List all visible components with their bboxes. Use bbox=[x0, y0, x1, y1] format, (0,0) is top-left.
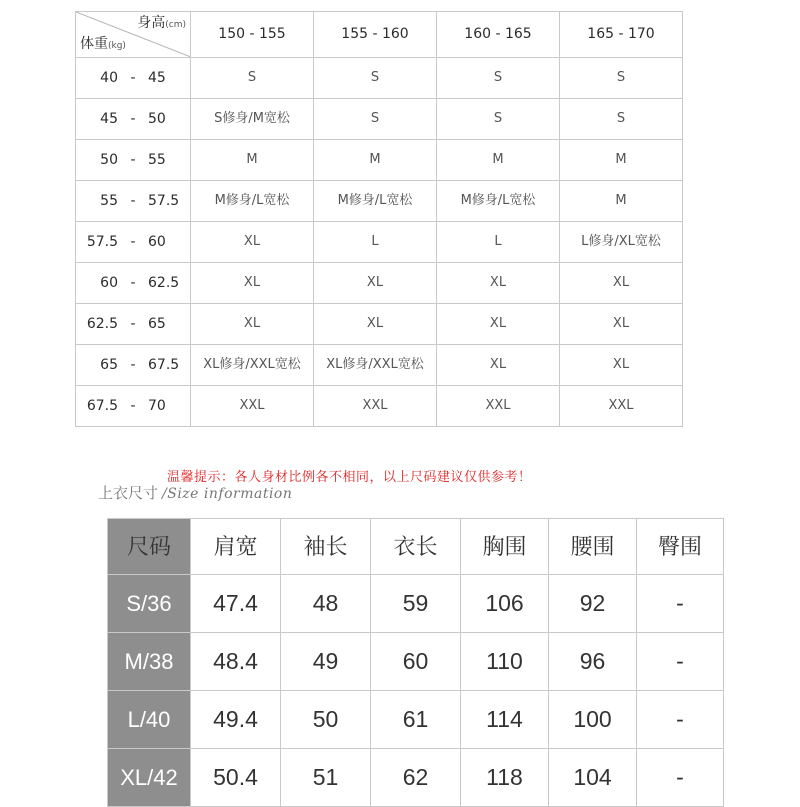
recommended-size: M修身/L宽松 bbox=[191, 181, 314, 222]
recommended-size: L修身/XL宽松 bbox=[560, 222, 683, 263]
weight-range bbox=[76, 140, 191, 181]
recommended-size: M bbox=[314, 140, 437, 181]
measurement-header-hip: 臀围 bbox=[637, 519, 724, 575]
recommended-size: M bbox=[437, 140, 560, 181]
recommended-size: XL bbox=[437, 345, 560, 386]
section-title-zh: 上衣尺寸 bbox=[98, 484, 159, 502]
recommended-size: XXL bbox=[314, 386, 437, 427]
section-title-en: /Size information bbox=[162, 486, 293, 502]
recommended-size: M bbox=[560, 140, 683, 181]
measurement-row bbox=[108, 691, 724, 749]
recommended-size: XXL bbox=[191, 386, 314, 427]
weight-range-part: 70 bbox=[148, 398, 166, 414]
weight-range-part: 62.5 bbox=[86, 316, 118, 332]
recommended-size: XL bbox=[560, 304, 683, 345]
weight-range-part: - bbox=[130, 275, 136, 291]
recommended-size: M修身/L宽松 bbox=[437, 181, 560, 222]
weight-range bbox=[76, 345, 191, 386]
weight-range bbox=[76, 386, 191, 427]
measurement-header-size: 尺码 bbox=[108, 519, 191, 575]
measurement-row bbox=[108, 633, 724, 691]
size-guide-row bbox=[76, 263, 683, 304]
weight-range-part: - bbox=[130, 152, 136, 168]
weight-range-part: 55 bbox=[148, 152, 166, 168]
weight-range-part: 65 bbox=[100, 357, 118, 373]
recommended-size: S bbox=[560, 58, 683, 99]
weight-range-part: - bbox=[130, 357, 136, 373]
measurement-value: - bbox=[637, 749, 724, 807]
recommended-size: XL bbox=[191, 222, 314, 263]
recommended-size: S bbox=[437, 99, 560, 140]
weight-range-part: - bbox=[130, 193, 136, 209]
recommended-size: XL修身/XXL宽松 bbox=[191, 345, 314, 386]
measurement-value: 47.4 bbox=[191, 575, 281, 633]
size-guide-table bbox=[75, 11, 683, 427]
measurement-value: 114 bbox=[461, 691, 549, 749]
weight-range-part: 57.5 bbox=[148, 193, 180, 209]
weight-range-part: - bbox=[130, 316, 136, 332]
measurement-value: 48.4 bbox=[191, 633, 281, 691]
measurement-value: 96 bbox=[549, 633, 637, 691]
recommended-size: XL bbox=[314, 263, 437, 304]
size-label: XL/42 bbox=[108, 749, 191, 807]
measurement-value: 49.4 bbox=[191, 691, 281, 749]
recommended-size: XL bbox=[560, 263, 683, 304]
measurement-value: 48 bbox=[281, 575, 371, 633]
weight-range-part: 67.5 bbox=[148, 357, 180, 373]
weight-range-part: 62.5 bbox=[148, 275, 180, 291]
height-range-header: 160 - 165 bbox=[437, 12, 560, 58]
measurement-header-waist: 腰围 bbox=[549, 519, 637, 575]
recommended-size: XL bbox=[437, 263, 560, 304]
recommended-size: S bbox=[437, 58, 560, 99]
measurement-value: - bbox=[637, 691, 724, 749]
recommended-size: M bbox=[560, 181, 683, 222]
weight-range-part: - bbox=[130, 234, 136, 250]
weight-range-part: - bbox=[130, 70, 136, 86]
recommended-size: XL bbox=[191, 263, 314, 304]
size-notice: 温馨提示：各人身材比例各不相同，以上尺码建议仅供参考！ bbox=[167, 470, 532, 485]
size-guide-row bbox=[76, 99, 683, 140]
measurement-value: - bbox=[637, 633, 724, 691]
weight-range-part: 65 bbox=[148, 316, 166, 332]
height-range-header: 165 - 170 bbox=[560, 12, 683, 58]
size-label: L/40 bbox=[108, 691, 191, 749]
recommended-size: S修身/M宽松 bbox=[191, 99, 314, 140]
weight-range bbox=[76, 99, 191, 140]
measurement-header-shoulder: 肩宽 bbox=[191, 519, 281, 575]
recommended-size: XL bbox=[437, 304, 560, 345]
weight-range-part: 45 bbox=[148, 70, 166, 86]
height-range-header: 155 - 160 bbox=[314, 12, 437, 58]
height-range-header: 150 - 155 bbox=[191, 12, 314, 58]
weight-range-part: 67.5 bbox=[86, 398, 118, 414]
measurement-header-row bbox=[108, 519, 724, 575]
weight-range-part: 50 bbox=[100, 152, 118, 168]
weight-range bbox=[76, 304, 191, 345]
weight-range bbox=[76, 263, 191, 304]
measurement-header-length: 衣长 bbox=[371, 519, 461, 575]
recommended-size: M修身/L宽松 bbox=[314, 181, 437, 222]
size-guide-row bbox=[76, 386, 683, 427]
section-title bbox=[98, 482, 292, 503]
recommended-size: L bbox=[314, 222, 437, 263]
measurement-value: 49 bbox=[281, 633, 371, 691]
measurement-value: 104 bbox=[549, 749, 637, 807]
measurement-value: - bbox=[637, 575, 724, 633]
recommended-size: S bbox=[191, 58, 314, 99]
size-label: S/36 bbox=[108, 575, 191, 633]
recommended-size: S bbox=[314, 58, 437, 99]
size-guide-header-row bbox=[76, 12, 683, 58]
measurement-header-chest: 胸围 bbox=[461, 519, 549, 575]
measurement-value: 100 bbox=[549, 691, 637, 749]
measurement-value: 51 bbox=[281, 749, 371, 807]
recommended-size: S bbox=[560, 99, 683, 140]
recommended-size: XL bbox=[191, 304, 314, 345]
size-guide-row bbox=[76, 140, 683, 181]
weight-axis-label: 体重(kg) bbox=[80, 36, 126, 52]
recommended-size: L bbox=[437, 222, 560, 263]
recommended-size: XL bbox=[560, 345, 683, 386]
recommended-size: XXL bbox=[560, 386, 683, 427]
measurement-header-sleeve: 袖长 bbox=[281, 519, 371, 575]
measurement-value: 92 bbox=[549, 575, 637, 633]
measurement-value: 50 bbox=[281, 691, 371, 749]
size-label: M/38 bbox=[108, 633, 191, 691]
measurement-value: 62 bbox=[371, 749, 461, 807]
measurement-value: 50.4 bbox=[191, 749, 281, 807]
weight-range-part: 60 bbox=[148, 234, 166, 250]
weight-range bbox=[76, 222, 191, 263]
measurement-value: 106 bbox=[461, 575, 549, 633]
weight-range-part: 45 bbox=[100, 111, 118, 127]
measurement-table bbox=[107, 518, 724, 807]
weight-range-part: 60 bbox=[100, 275, 118, 291]
size-guide-row bbox=[76, 345, 683, 386]
measurement-row bbox=[108, 749, 724, 807]
size-guide-row bbox=[76, 222, 683, 263]
weight-range-part: - bbox=[130, 398, 136, 414]
corner-header bbox=[76, 12, 191, 58]
recommended-size: S bbox=[314, 99, 437, 140]
recommended-size: M bbox=[191, 140, 314, 181]
measurement-value: 110 bbox=[461, 633, 549, 691]
weight-range bbox=[76, 58, 191, 99]
measurement-value: 60 bbox=[371, 633, 461, 691]
size-guide-row bbox=[76, 304, 683, 345]
measurement-value: 118 bbox=[461, 749, 549, 807]
measurement-value: 59 bbox=[371, 575, 461, 633]
recommended-size: XL修身/XXL宽松 bbox=[314, 345, 437, 386]
weight-range bbox=[76, 181, 191, 222]
recommended-size: XXL bbox=[437, 386, 560, 427]
weight-range-part: 40 bbox=[100, 70, 118, 86]
weight-range-part: - bbox=[130, 111, 136, 127]
weight-range-part: 57.5 bbox=[86, 234, 118, 250]
size-guide-row bbox=[76, 58, 683, 99]
measurement-value: 61 bbox=[371, 691, 461, 749]
height-axis-label: 身高(cm) bbox=[137, 15, 186, 31]
weight-range-part: 50 bbox=[148, 111, 166, 127]
size-guide-row bbox=[76, 181, 683, 222]
recommended-size: XL bbox=[314, 304, 437, 345]
measurement-row bbox=[108, 575, 724, 633]
weight-range-part: 55 bbox=[100, 193, 118, 209]
